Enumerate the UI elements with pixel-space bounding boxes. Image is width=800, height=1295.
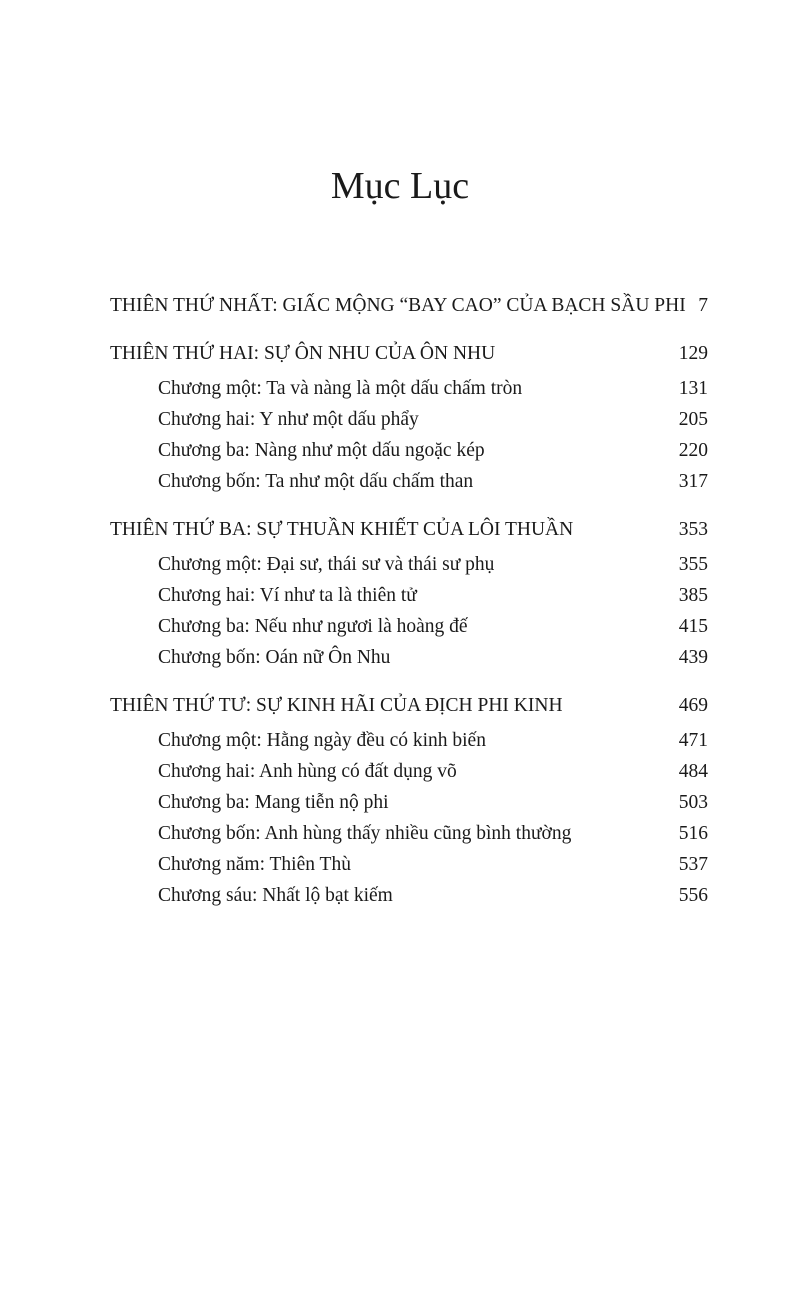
toc-chapter-title: Chương một: Ta và nàng là một dấu chấm tròn	[158, 378, 523, 399]
toc-chapter-page-number: 537	[678, 854, 708, 875]
toc-part-title: THIÊN THỨ TƯ: SỰ KINH HÃI CỦA ĐỊCH PHI KINH	[110, 695, 563, 716]
toc-part-title: THIÊN THỨ HAI: SỰ ÔN NHU CỦA ÔN NHU	[110, 343, 496, 364]
toc-chapter-page-number: 415	[678, 616, 708, 637]
toc-chapter-page-number: 503	[678, 792, 708, 813]
toc-chapter[interactable]	[110, 466, 708, 497]
toc-chapter[interactable]	[110, 849, 708, 880]
toc-chapter-page-number: 317	[678, 471, 708, 492]
toc-chapter[interactable]	[110, 787, 708, 818]
toc-chapter-title: Chương một: Hằng ngày đều có kinh biến	[158, 730, 486, 751]
toc-chapter-title: Chương bốn: Anh hùng thấy nhiều cũng bình thường	[158, 823, 572, 844]
toc-part-page-number: 353	[678, 519, 708, 540]
toc-chapter-title: Chương một: Đại sư, thái sư và thái sư phụ	[158, 554, 495, 575]
toc-part[interactable]	[110, 690, 708, 721]
toc-part[interactable]	[110, 338, 708, 369]
toc-chapter-title: Chương ba: Mang tiễn nộ phi	[158, 792, 389, 813]
toc-chapter-title: Chương ba: Nếu như ngươi là hoàng đế	[158, 616, 468, 637]
toc-chapter[interactable]	[110, 725, 708, 756]
toc-chapter-page-number: 220	[678, 440, 708, 461]
toc-chapter-page-number: 471	[678, 730, 708, 751]
toc-chapter[interactable]	[110, 642, 708, 673]
toc-chapter-page-number: 205	[678, 409, 708, 430]
toc-chapter-title: Chương năm: Thiên Thù	[158, 854, 351, 875]
toc-chapter-title: Chương bốn: Oán nữ Ôn Nhu	[158, 647, 391, 668]
toc-chapter-page-number: 355	[678, 554, 708, 575]
toc-chapter[interactable]	[110, 880, 708, 911]
toc-chapter[interactable]	[110, 818, 708, 849]
toc-chapter[interactable]	[110, 549, 708, 580]
toc-chapter[interactable]	[110, 373, 708, 404]
toc-chapter-title: Chương hai: Anh hùng có đất dụng võ	[158, 761, 457, 782]
toc-chapter-title: Chương sáu: Nhất lộ bạt kiếm	[158, 885, 393, 906]
table-of-contents	[110, 290, 708, 911]
toc-chapter-page-number: 439	[678, 647, 708, 668]
toc-chapter-page-number: 556	[678, 885, 708, 906]
toc-chapter-page-number: 516	[678, 823, 708, 844]
toc-part-page-number: 7	[698, 295, 708, 316]
toc-chapter-title: Chương bốn: Ta như một dấu chấm than	[158, 471, 474, 492]
toc-part[interactable]	[110, 514, 708, 545]
toc-part[interactable]	[110, 290, 708, 321]
toc-chapter-title: Chương hai: Y như một dấu phẩy	[158, 409, 419, 430]
toc-chapter-page-number: 484	[678, 761, 708, 782]
toc-part-page-number: 129	[678, 343, 708, 364]
toc-chapter[interactable]	[110, 756, 708, 787]
toc-chapter[interactable]	[110, 404, 708, 435]
toc-part-title: THIÊN THỨ NHẤT: GIẤC MỘNG “BAY CAO” CỦA BẠCH SẦU PHI	[110, 295, 686, 316]
toc-chapter-title: Chương hai: Ví như ta là thiên tử	[158, 585, 417, 606]
toc-part-page-number: 469	[678, 695, 708, 716]
toc-chapter[interactable]	[110, 611, 708, 642]
toc-chapter[interactable]	[110, 435, 708, 466]
toc-chapter-page-number: 131	[678, 378, 708, 399]
toc-part-title: THIÊN THỨ BA: SỰ THUẦN KHIẾT CỦA LÔI THUẦN	[110, 519, 574, 540]
toc-chapter[interactable]	[110, 580, 708, 611]
toc-chapter-page-number: 385	[678, 585, 708, 606]
page-title: Mục Lục	[330, 165, 470, 207]
toc-chapter-title: Chương ba: Nàng như một dấu ngoặc kép	[158, 440, 485, 461]
